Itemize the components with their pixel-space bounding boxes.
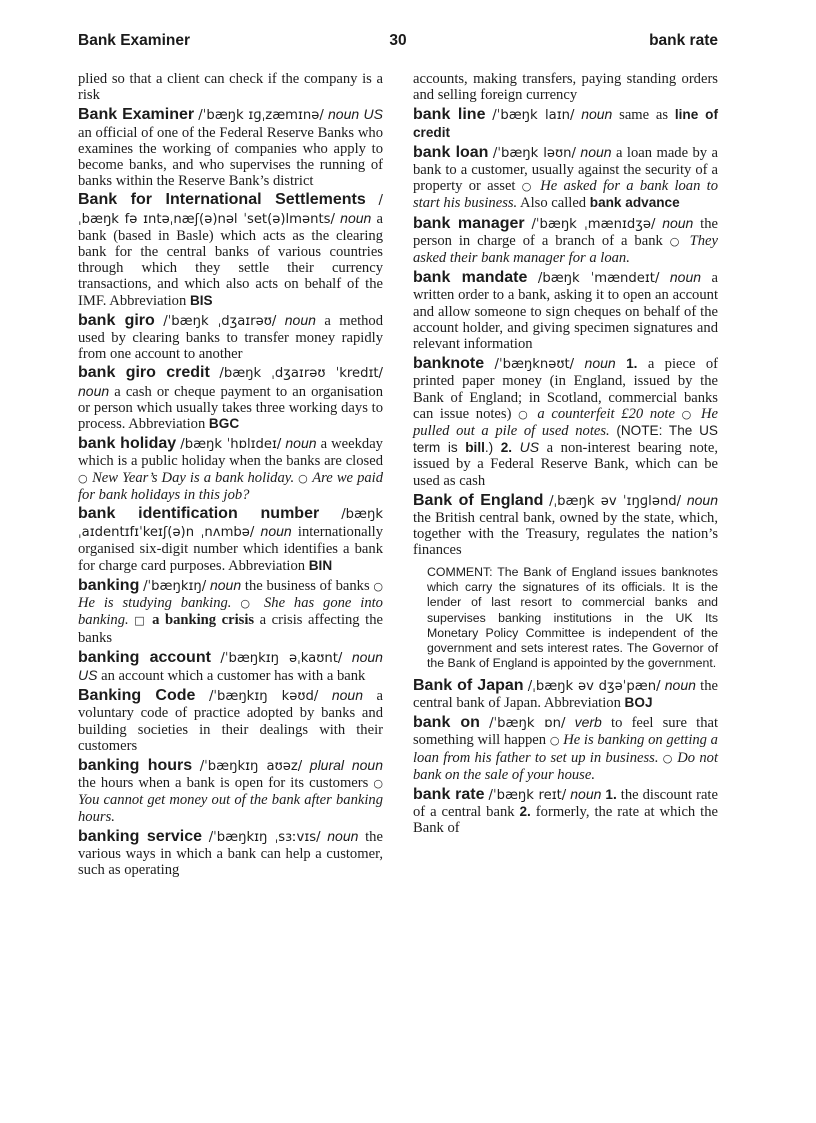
part-of-speech: noun bbox=[664, 676, 696, 693]
definition: a voluntary code of practice adopted by banks and building societies in their dealings with their customers bbox=[78, 688, 384, 754]
entry-banking-hours bbox=[78, 757, 383, 825]
headword: bank giro bbox=[78, 311, 155, 329]
part-of-speech: noun bbox=[669, 269, 702, 286]
example-marker-icon: ○ bbox=[662, 751, 673, 765]
definition: the British central bank, owned by the state, which, together with the Treasury, regulates the nation’s finances bbox=[413, 510, 718, 559]
header-last-headword: bank rate bbox=[649, 32, 718, 49]
definition: an account which a customer has with a bank bbox=[101, 667, 366, 684]
entry-bank-for-international-settlements bbox=[78, 192, 383, 308]
entry-banking-code bbox=[78, 687, 383, 754]
abbreviation: BGC bbox=[208, 416, 240, 432]
example: You cannot get money out of the bank after banking hours. bbox=[78, 792, 383, 825]
example: New Year’s Day is a bank holiday. bbox=[92, 469, 295, 486]
definition: a method used by clearing banks to transfer money rapidly from one account to another bbox=[78, 312, 384, 363]
example-marker-icon: ○ bbox=[298, 471, 309, 485]
sense-number: 2. bbox=[500, 440, 513, 456]
headword: banking bbox=[78, 576, 140, 594]
example-marker-icon: ○ bbox=[681, 407, 695, 421]
example-marker-icon: ○ bbox=[240, 597, 256, 611]
definition: formerly, the rate at which the Bank of bbox=[413, 804, 718, 837]
sense-number: 1. bbox=[626, 356, 638, 372]
definition: a loan made by a bank to a customer, usually against the security of a property or asset bbox=[413, 144, 718, 195]
comment-box: COMMENT: The Bank of England issues banknotes which carry the signatures of its officials. It is the lender of last resort to commercial banks and supervises banking institutions in the UK Its Monetary Policy Committee is independent of the government and sets interest rates. The Governor of the Bank of England is appointed by the government. bbox=[427, 564, 718, 671]
sense-number: 1. bbox=[605, 786, 617, 802]
sub-definition: a crisis affecting the banks bbox=[78, 612, 383, 646]
definition: to feel sure that something will happen bbox=[413, 715, 719, 749]
pronunciation: /ˈbæŋkɪŋ aʊəz/ bbox=[199, 758, 303, 774]
definition: a cash or cheque payment to an organisation or person which usually takes three working days to process. Abbreviation bbox=[78, 383, 383, 433]
part-of-speech: US bbox=[519, 439, 540, 456]
pronunciation: /bæŋk ˈmændeɪt/ bbox=[537, 271, 660, 287]
entry-bank-of-japan bbox=[413, 677, 718, 711]
headword: banking service bbox=[78, 827, 202, 845]
headword: bank holiday bbox=[78, 435, 177, 453]
headword: bank manager bbox=[413, 214, 525, 232]
pronunciation: /ˌbæŋk əv ˈɪŋɡlənd/ bbox=[549, 493, 682, 509]
pronunciation: /ˈbæŋk reɪt/ bbox=[488, 787, 567, 803]
continued-text: accounts, making transfers, paying standing orders and selling foreign currency bbox=[413, 71, 718, 104]
abbreviation: BOJ bbox=[624, 694, 653, 710]
definition: a bank (based in Basle) which acts as the clearing bank for the central banks of various countries through which they settle their currency transactions, and which also acts on behalf of the IMF. Abbreviation bbox=[78, 210, 383, 309]
part-of-speech: noun bbox=[580, 143, 612, 160]
part-of-speech: noun bbox=[209, 576, 242, 593]
continued-text: plied so that a client can check if the company is a risk bbox=[78, 71, 383, 104]
headword: bank on bbox=[413, 714, 480, 732]
pronunciation: /ˌbæŋk fə ɪntəˌnæʃ(ə)nəl ˈset(ə)lmənts/ bbox=[78, 193, 383, 227]
part-of-speech: noun US bbox=[328, 106, 383, 123]
pronunciation: /ˈbæŋkɪŋ/ bbox=[143, 578, 207, 594]
headword: bank line bbox=[413, 106, 486, 124]
definition: an official of one of the Federal Reserve Banks who examines the working of companies who apply to become banks, and who supervises the running of banks within the Reserve Bank’s district bbox=[78, 124, 383, 190]
part-of-speech: noun bbox=[331, 687, 364, 704]
example: He asked for a bank loan to start his business. bbox=[413, 178, 719, 212]
headword: banking account bbox=[78, 648, 211, 666]
pronunciation: /ˌbæŋk əv dʒəˈpæn/ bbox=[527, 678, 661, 694]
part-of-speech: plural noun bbox=[309, 756, 383, 773]
example-marker-icon: ○ bbox=[518, 407, 531, 421]
definition: the discount rate of a central bank bbox=[413, 786, 718, 821]
example: He is banking on getting a loan from his father to set up in business. bbox=[413, 732, 718, 766]
abbreviation: BIN bbox=[308, 557, 333, 573]
example: They asked their bank manager for a loan. bbox=[413, 232, 718, 267]
example-marker-icon: ○ bbox=[373, 579, 384, 593]
pronunciation: /bæŋk ˌaɪdentɪfɪˈkeɪʃ(ə)n ˌnʌmbə/ bbox=[78, 507, 383, 541]
part-of-speech: noun bbox=[284, 311, 316, 328]
entry-bank-rate bbox=[413, 786, 718, 837]
phrase-marker-icon: □ bbox=[134, 614, 147, 628]
entry-banking-account bbox=[78, 649, 383, 684]
part-of-speech: noun bbox=[584, 355, 616, 372]
definition: the business of banks bbox=[244, 577, 370, 594]
headword: Bank of England bbox=[413, 491, 544, 509]
example: Do not bank on the sale of your house. bbox=[413, 749, 719, 783]
entry-banking-service bbox=[78, 828, 383, 879]
definition: a non-interest bearing note, issued by a Federal Reserve Bank, which can be used as cash bbox=[413, 440, 718, 489]
cross-reference: bank advance bbox=[589, 195, 680, 211]
example-marker-icon: ○ bbox=[549, 734, 560, 748]
pronunciation: /ˈbæŋkɪŋ ˌsɜːvɪs/ bbox=[208, 829, 321, 845]
headword: Banking Code bbox=[78, 687, 196, 705]
entry-bank-manager bbox=[413, 215, 718, 267]
entry-bank-mandate bbox=[413, 269, 718, 352]
part-of-speech: noun bbox=[327, 827, 359, 844]
entry-bank-giro bbox=[78, 312, 383, 363]
pronunciation: /ˈbæŋkɪŋ kəʊd/ bbox=[208, 689, 319, 705]
pronunciation: /bæŋk ˈhɒlɪdeɪ/ bbox=[180, 437, 282, 453]
entry-bank-loan bbox=[413, 144, 718, 212]
pronunciation: /ˈbæŋk ˌdʒaɪrəʊ/ bbox=[163, 313, 277, 329]
example-marker-icon: ○ bbox=[78, 471, 89, 485]
example: He pulled out a pile of used notes. bbox=[413, 405, 718, 440]
definition: the various ways in which a bank can help a customer, such as operating bbox=[78, 828, 383, 879]
example-marker-icon: ○ bbox=[521, 180, 534, 194]
headword: banknote bbox=[413, 355, 485, 373]
definition: a piece of printed paper money (in England, issued by the Bank of England; in Scotland, commercial banks can issue notes) bbox=[413, 356, 718, 422]
part-of-speech: noun bbox=[260, 523, 292, 540]
part-of-speech: verb bbox=[574, 714, 602, 731]
header-first-headword: Bank Examiner bbox=[78, 32, 190, 49]
entry-bank-holiday bbox=[78, 435, 383, 503]
pronunciation: /ˈbæŋknəʊt/ bbox=[494, 357, 575, 373]
entry-bank-line bbox=[413, 106, 718, 140]
headword: Bank Examiner bbox=[78, 106, 195, 124]
definition: the person in charge of a branch of a bank bbox=[413, 215, 718, 249]
entry-banknote bbox=[413, 355, 718, 489]
definition: a written order to a bank, asking it to open an account and allow someone to sign cheques on behalf of the account holder, and giving specimen signatures and relevant information bbox=[413, 270, 718, 353]
example: a counterfeit £20 note bbox=[537, 405, 675, 422]
part-of-speech: noun bbox=[340, 209, 372, 226]
abbreviation: BIS bbox=[189, 292, 213, 308]
pronunciation: /ˈbæŋk laɪn/ bbox=[492, 108, 575, 124]
sub-entry: a banking crisis bbox=[152, 612, 255, 629]
entry-banking bbox=[78, 577, 383, 646]
pronunciation: /ˈbæŋk ˌmænɪdʒə/ bbox=[531, 216, 656, 232]
entry-bank-identification-number bbox=[78, 506, 383, 574]
part-of-speech: noun bbox=[686, 491, 718, 508]
entry-bank-on bbox=[413, 714, 718, 783]
also-called: Also called bbox=[520, 195, 587, 212]
part-of-speech: noun bbox=[78, 382, 110, 399]
part-of-speech: noun bbox=[662, 214, 694, 231]
headword: Bank of Japan bbox=[413, 676, 524, 694]
example: He is studying banking. bbox=[78, 595, 232, 612]
headword: bank identification number bbox=[78, 505, 320, 523]
part-of-speech: noun bbox=[285, 435, 317, 452]
example: She has gone into banking. bbox=[78, 595, 383, 629]
definition: the central bank of Japan. Abbreviation bbox=[413, 677, 719, 711]
pronunciation: /ˈbæŋkɪŋ əˌkaʊnt/ bbox=[220, 650, 343, 666]
headword: bank giro credit bbox=[78, 364, 210, 382]
cross-reference: line of credit bbox=[413, 107, 718, 140]
part-of-speech: noun bbox=[570, 785, 602, 802]
entry-bank-of-england bbox=[413, 492, 718, 559]
part-of-speech: noun US bbox=[78, 648, 383, 683]
example: Are we paid for bank holidays in this job? bbox=[78, 469, 384, 503]
headword: Bank for International Settlements bbox=[78, 191, 366, 209]
left-column bbox=[78, 71, 383, 881]
usage-note-end: .) bbox=[484, 440, 494, 456]
pronunciation: /bæŋk ˌdʒaɪrəʊ ˈkredɪt/ bbox=[219, 366, 384, 382]
definition: same as bbox=[619, 107, 669, 124]
pronunciation: /ˈbæŋk ɒn/ bbox=[489, 716, 566, 732]
entry-bank-examiner bbox=[78, 106, 383, 189]
pronunciation: /ˈbæŋk ɪɡˌzæmɪnə/ bbox=[198, 108, 324, 124]
page-number: 30 bbox=[389, 32, 407, 49]
headword: banking hours bbox=[78, 756, 193, 774]
definition: the hours when a bank is open for its customers bbox=[78, 775, 369, 792]
running-header bbox=[78, 32, 718, 52]
pronunciation: /ˈbæŋk ləʊn/ bbox=[492, 145, 576, 161]
headword: bank loan bbox=[413, 143, 489, 161]
part-of-speech: noun bbox=[581, 106, 613, 123]
headword: bank mandate bbox=[413, 269, 528, 287]
usage-note: (NOTE: The US term is bbox=[413, 423, 718, 456]
entry-bank-giro-credit bbox=[78, 365, 383, 432]
example-marker-icon: ○ bbox=[669, 234, 683, 248]
usage-note-term: bill bbox=[465, 440, 485, 456]
definition: internationally organised six-digit number which identifies a bank for charge card purposes. Abbreviation bbox=[78, 524, 383, 574]
sense-number: 2. bbox=[519, 804, 531, 820]
example-marker-icon: ○ bbox=[373, 777, 383, 791]
headword: bank rate bbox=[413, 785, 485, 803]
right-column bbox=[413, 71, 718, 840]
definition: a weekday which is a public holiday when the banks are closed bbox=[78, 436, 383, 470]
